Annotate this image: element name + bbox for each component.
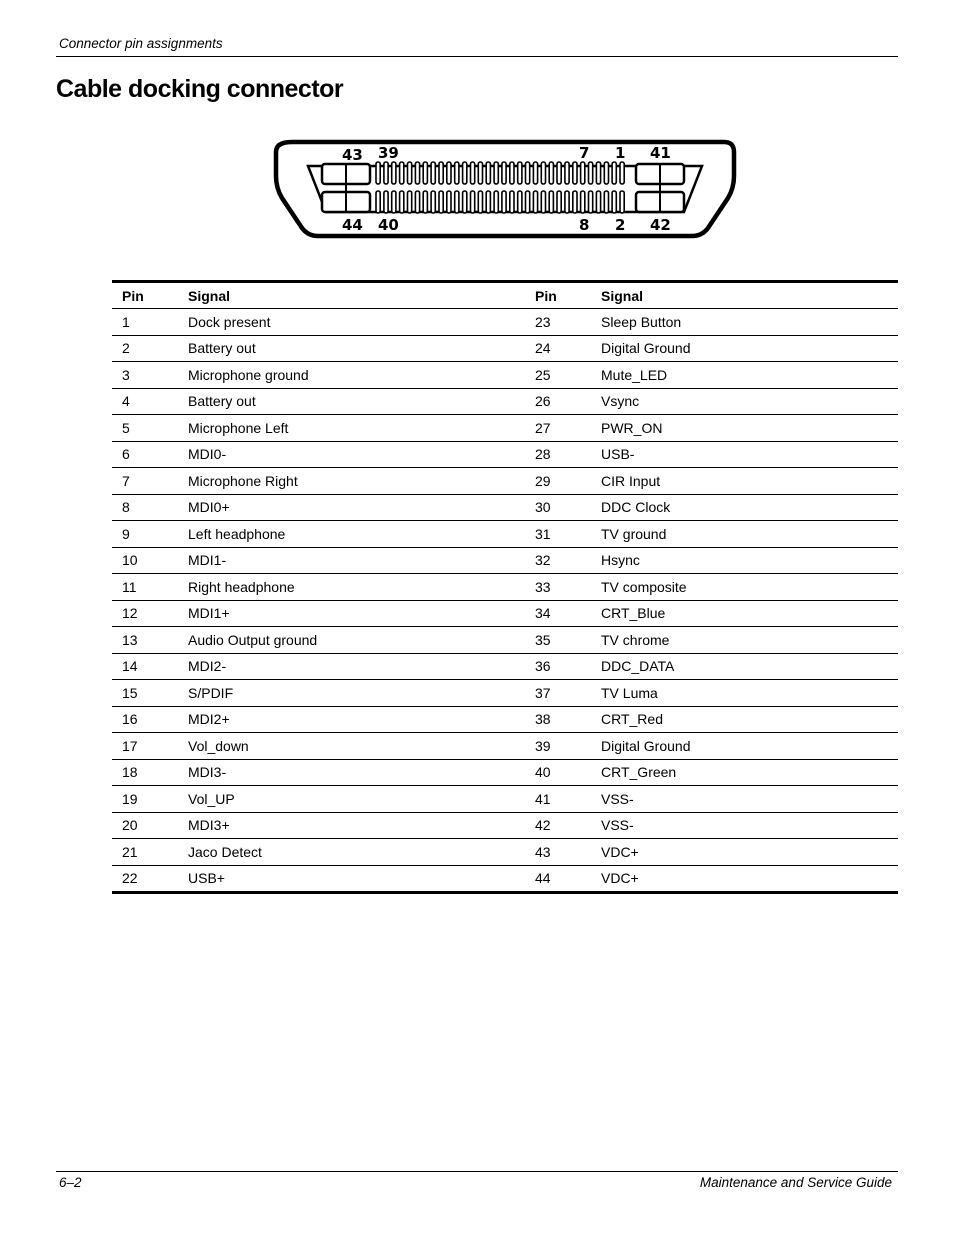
cell-pin-left: 4 bbox=[112, 388, 178, 415]
cell-pin-left: 19 bbox=[112, 786, 178, 813]
connector-pin bbox=[400, 162, 404, 184]
connector-pin bbox=[494, 191, 498, 213]
connector-pin bbox=[596, 191, 600, 213]
table-row bbox=[112, 388, 898, 415]
cell-signal-left: MDI2- bbox=[178, 653, 525, 680]
connector-pin bbox=[423, 191, 427, 213]
cell-pin-right: 23 bbox=[525, 309, 591, 336]
pin-label-8: 8 bbox=[579, 216, 590, 234]
cell-signal-right: Hsync bbox=[591, 547, 898, 574]
cell-signal-right: DDC_DATA bbox=[591, 653, 898, 680]
pin-label-2: 2 bbox=[615, 216, 626, 234]
pin-label-41: 41 bbox=[650, 144, 671, 162]
cell-signal-right: CRT_Blue bbox=[591, 600, 898, 627]
connector-pin bbox=[502, 162, 506, 184]
connector-pin bbox=[526, 191, 530, 213]
table-row bbox=[112, 521, 898, 548]
cell-pin-right: 34 bbox=[525, 600, 591, 627]
connector-pin bbox=[463, 162, 467, 184]
connector-pin bbox=[471, 162, 475, 184]
connector-pin bbox=[423, 162, 427, 184]
cell-signal-right: USB- bbox=[591, 441, 898, 468]
connector-pin bbox=[471, 191, 475, 213]
cell-pin-right: 33 bbox=[525, 574, 591, 601]
cell-signal-left: USB+ bbox=[178, 865, 525, 893]
connector-pin bbox=[392, 191, 396, 213]
table-row bbox=[112, 786, 898, 813]
connector-pin bbox=[392, 162, 396, 184]
connector-pin bbox=[408, 191, 412, 213]
cell-pin-left: 22 bbox=[112, 865, 178, 893]
cell-signal-right: CRT_Green bbox=[591, 759, 898, 786]
pin-label-43: 43 bbox=[342, 146, 363, 164]
cell-pin-right: 38 bbox=[525, 706, 591, 733]
cell-pin-right: 41 bbox=[525, 786, 591, 813]
cell-signal-left: MDI0+ bbox=[178, 494, 525, 521]
table-body bbox=[112, 309, 898, 893]
pin-label-7: 7 bbox=[579, 144, 590, 162]
header-pin-left: Pin bbox=[112, 282, 178, 309]
cell-signal-left: Microphone Right bbox=[178, 468, 525, 495]
table-row bbox=[112, 839, 898, 866]
cell-pin-left: 3 bbox=[112, 362, 178, 389]
connector-pin bbox=[581, 162, 585, 184]
connector-pin bbox=[455, 191, 459, 213]
footer-rule bbox=[56, 1171, 898, 1172]
connector-pin bbox=[408, 162, 412, 184]
connector-pin bbox=[581, 191, 585, 213]
cell-pin-right: 29 bbox=[525, 468, 591, 495]
table-row bbox=[112, 335, 898, 362]
connector-pin bbox=[533, 162, 537, 184]
cell-signal-left: Microphone Left bbox=[178, 415, 525, 442]
table-row bbox=[112, 600, 898, 627]
connector-diagram bbox=[272, 136, 738, 240]
table-row bbox=[112, 441, 898, 468]
connector-pin bbox=[384, 191, 388, 213]
header-pin-right: Pin bbox=[525, 282, 591, 309]
cell-signal-left: MDI3- bbox=[178, 759, 525, 786]
connector-pin bbox=[486, 191, 490, 213]
cell-signal-left: Right headphone bbox=[178, 574, 525, 601]
connector-pin bbox=[604, 162, 608, 184]
cell-pin-right: 32 bbox=[525, 547, 591, 574]
pin-label-40: 40 bbox=[378, 216, 399, 234]
cell-signal-right: TV chrome bbox=[591, 627, 898, 654]
guide-title: Maintenance and Service Guide bbox=[699, 1175, 892, 1190]
cell-pin-left: 20 bbox=[112, 812, 178, 839]
cell-signal-left: MDI1- bbox=[178, 547, 525, 574]
connector-pin bbox=[604, 191, 608, 213]
connector-pin bbox=[486, 162, 490, 184]
connector-pin bbox=[612, 162, 616, 184]
connector-pin bbox=[620, 162, 624, 184]
cell-pin-left: 16 bbox=[112, 706, 178, 733]
cell-pin-left: 5 bbox=[112, 415, 178, 442]
cell-signal-left: MDI3+ bbox=[178, 812, 525, 839]
cell-signal-left: Microphone ground bbox=[178, 362, 525, 389]
connector-right-latch bbox=[636, 164, 684, 212]
connector-pin bbox=[376, 191, 380, 213]
page-title: Cable docking connector bbox=[56, 75, 344, 103]
cell-signal-left: Battery out bbox=[178, 335, 525, 362]
cell-signal-left: MDI1+ bbox=[178, 600, 525, 627]
connector-pin bbox=[478, 191, 482, 213]
cell-signal-left: Left headphone bbox=[178, 521, 525, 548]
cell-signal-left: Vol_UP bbox=[178, 786, 525, 813]
cell-signal-right: VSS- bbox=[591, 786, 898, 813]
connector-pin bbox=[431, 162, 435, 184]
cell-pin-left: 15 bbox=[112, 680, 178, 707]
cell-signal-right: CIR Input bbox=[591, 468, 898, 495]
cell-signal-right: DDC Clock bbox=[591, 494, 898, 521]
connector-pin bbox=[494, 162, 498, 184]
connector-pin bbox=[526, 162, 530, 184]
cell-signal-left: S/PDIF bbox=[178, 680, 525, 707]
connector-pin bbox=[557, 191, 561, 213]
connector-pin bbox=[541, 191, 545, 213]
table-row bbox=[112, 415, 898, 442]
header-rule bbox=[56, 56, 898, 57]
connector-pin bbox=[549, 162, 553, 184]
cell-signal-left: MDI0- bbox=[178, 441, 525, 468]
connector-pin bbox=[510, 162, 514, 184]
cell-signal-left: Audio Output ground bbox=[178, 627, 525, 654]
cell-pin-right: 30 bbox=[525, 494, 591, 521]
table-row bbox=[112, 706, 898, 733]
table-row bbox=[112, 653, 898, 680]
cell-pin-right: 44 bbox=[525, 865, 591, 893]
pin-label-42: 42 bbox=[650, 216, 671, 234]
cell-pin-left: 1 bbox=[112, 309, 178, 336]
table-header-row bbox=[112, 282, 898, 309]
connector-left-latch bbox=[322, 164, 370, 212]
connector-pin bbox=[376, 162, 380, 184]
table-row bbox=[112, 627, 898, 654]
header-signal-left: Signal bbox=[178, 282, 525, 309]
table-row bbox=[112, 468, 898, 495]
connector-pin bbox=[596, 162, 600, 184]
connector-pin bbox=[541, 162, 545, 184]
connector-pin bbox=[518, 162, 522, 184]
cell-signal-right: PWR_ON bbox=[591, 415, 898, 442]
pin-label-44: 44 bbox=[342, 216, 363, 234]
cell-signal-right: VDC+ bbox=[591, 865, 898, 893]
cell-signal-right: TV Luma bbox=[591, 680, 898, 707]
header-signal-right: Signal bbox=[591, 282, 898, 309]
cell-signal-right: Digital Ground bbox=[591, 335, 898, 362]
cell-pin-right: 42 bbox=[525, 812, 591, 839]
connector-pin bbox=[573, 162, 577, 184]
cell-pin-left: 18 bbox=[112, 759, 178, 786]
table-row bbox=[112, 733, 898, 760]
connector-pin bbox=[557, 162, 561, 184]
connector-pin bbox=[502, 191, 506, 213]
connector-pin bbox=[415, 162, 419, 184]
cell-signal-right: CRT_Red bbox=[591, 706, 898, 733]
connector-pin bbox=[620, 191, 624, 213]
cell-pin-left: 10 bbox=[112, 547, 178, 574]
cell-pin-left: 11 bbox=[112, 574, 178, 601]
table-row bbox=[112, 309, 898, 336]
connector-pin bbox=[463, 191, 467, 213]
cell-pin-right: 36 bbox=[525, 653, 591, 680]
connector-pin bbox=[415, 191, 419, 213]
cell-signal-right: TV composite bbox=[591, 574, 898, 601]
cell-pin-left: 17 bbox=[112, 733, 178, 760]
connector-pin bbox=[565, 162, 569, 184]
table-row bbox=[112, 865, 898, 893]
connector-pin bbox=[439, 162, 443, 184]
table-row bbox=[112, 494, 898, 521]
connector-pin bbox=[589, 191, 593, 213]
pin-label-39: 39 bbox=[378, 144, 399, 162]
connector-pin bbox=[431, 191, 435, 213]
cell-pin-left: 12 bbox=[112, 600, 178, 627]
pin-row-bottom bbox=[376, 191, 624, 213]
connector-pin bbox=[510, 191, 514, 213]
cell-pin-left: 2 bbox=[112, 335, 178, 362]
cell-pin-right: 39 bbox=[525, 733, 591, 760]
cell-signal-right: Sleep Button bbox=[591, 309, 898, 336]
connector-pin bbox=[447, 191, 451, 213]
table-row bbox=[112, 547, 898, 574]
cell-pin-right: 35 bbox=[525, 627, 591, 654]
page-number: 6–2 bbox=[59, 1175, 82, 1190]
connector-pin bbox=[518, 191, 522, 213]
connector-pin bbox=[549, 191, 553, 213]
table-row bbox=[112, 574, 898, 601]
running-header: Connector pin assignments bbox=[59, 36, 223, 51]
cell-pin-right: 37 bbox=[525, 680, 591, 707]
connector-pin bbox=[384, 162, 388, 184]
pin-assignment-table bbox=[112, 280, 898, 894]
connector-pin bbox=[533, 191, 537, 213]
connector-pin bbox=[447, 162, 451, 184]
cell-pin-left: 6 bbox=[112, 441, 178, 468]
connector-pin bbox=[455, 162, 459, 184]
table-row bbox=[112, 812, 898, 839]
cell-pin-left: 14 bbox=[112, 653, 178, 680]
cell-pin-right: 40 bbox=[525, 759, 591, 786]
cell-signal-left: Jaco Detect bbox=[178, 839, 525, 866]
cell-signal-left: Vol_down bbox=[178, 733, 525, 760]
cell-signal-right: Digital Ground bbox=[591, 733, 898, 760]
cell-pin-left: 9 bbox=[112, 521, 178, 548]
cell-pin-right: 31 bbox=[525, 521, 591, 548]
cell-pin-right: 28 bbox=[525, 441, 591, 468]
connector-pin bbox=[573, 191, 577, 213]
cell-signal-right: VDC+ bbox=[591, 839, 898, 866]
connector-pin bbox=[565, 191, 569, 213]
pin-label-1: 1 bbox=[615, 144, 626, 162]
cell-signal-left: Dock present bbox=[178, 309, 525, 336]
cell-signal-right: Vsync bbox=[591, 388, 898, 415]
cell-signal-left: Battery out bbox=[178, 388, 525, 415]
cell-pin-left: 7 bbox=[112, 468, 178, 495]
cell-pin-right: 25 bbox=[525, 362, 591, 389]
connector-pin bbox=[589, 162, 593, 184]
connector-pin bbox=[400, 191, 404, 213]
cell-signal-left: MDI2+ bbox=[178, 706, 525, 733]
cell-pin-right: 27 bbox=[525, 415, 591, 442]
connector-pin bbox=[439, 191, 443, 213]
connector-pin bbox=[612, 191, 616, 213]
table-row bbox=[112, 759, 898, 786]
cell-pin-left: 13 bbox=[112, 627, 178, 654]
cell-pin-right: 24 bbox=[525, 335, 591, 362]
cell-pin-left: 8 bbox=[112, 494, 178, 521]
table-row bbox=[112, 362, 898, 389]
cell-pin-right: 26 bbox=[525, 388, 591, 415]
cell-signal-right: VSS- bbox=[591, 812, 898, 839]
table-row bbox=[112, 680, 898, 707]
cell-pin-right: 43 bbox=[525, 839, 591, 866]
cell-pin-left: 21 bbox=[112, 839, 178, 866]
cell-signal-right: TV ground bbox=[591, 521, 898, 548]
cell-signal-right: Mute_LED bbox=[591, 362, 898, 389]
connector-pin bbox=[478, 162, 482, 184]
